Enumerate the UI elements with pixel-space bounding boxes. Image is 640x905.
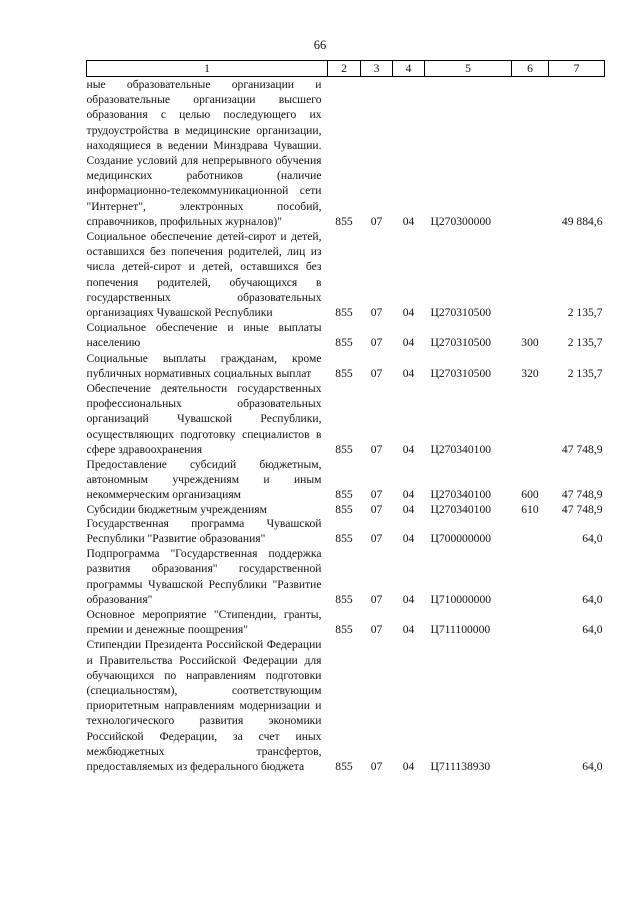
row-ministry-code: 855 xyxy=(335,592,353,606)
row-subsection-code: 04 xyxy=(402,488,415,502)
row-subsection-code: 04 xyxy=(402,306,415,320)
row-amount: 2 135,7 xyxy=(567,306,603,320)
row-ministry-code: 855 xyxy=(335,214,353,228)
row-ministry-code: 855 xyxy=(335,623,353,637)
row-amount: 64,0 xyxy=(582,531,603,545)
row-target-code: Ц270300000 xyxy=(430,214,492,228)
row-expense-type xyxy=(512,637,549,774)
row-section-code: 07 xyxy=(370,759,383,773)
row-target-code: Ц270310500 xyxy=(430,336,492,350)
row-target-code: Ц711100000 xyxy=(430,623,491,637)
row-expense-type xyxy=(512,77,549,230)
row-target-code: Ц270340100 xyxy=(430,442,492,456)
row-amount: 47 748,9 xyxy=(561,488,603,502)
table-row xyxy=(87,457,605,503)
row-amount: 64,0 xyxy=(582,623,603,637)
column-header: 4 xyxy=(393,61,425,77)
row-target-code: Ц700000000 xyxy=(430,531,492,545)
column-header: 5 xyxy=(425,61,512,77)
table-row xyxy=(87,351,605,381)
row-ministry-code: 855 xyxy=(335,442,353,456)
row-subsection-code: 04 xyxy=(402,442,415,456)
row-name: Социальное обеспечение и иные выплаты населению xyxy=(86,321,322,350)
row-amount: 2 135,7 xyxy=(567,336,603,350)
column-header: 1 xyxy=(87,61,328,77)
row-name: Государственная программа Чувашской Республики "Развитие образования" xyxy=(86,516,322,545)
row-amount: 2 135,7 xyxy=(567,366,603,380)
row-section-code: 07 xyxy=(370,442,383,456)
row-expense-type xyxy=(512,229,549,320)
row-name: Социальные выплаты гражданам, кроме публичных нормативных социальных выплат xyxy=(86,351,322,380)
table-row xyxy=(87,381,605,457)
row-name: ные образовательные организации и образовательные организации высшего образования с целью последующего их трудоустройства в медицинские организации, находящиеся в ведении Минздрава Чувашии. Создание условий для непрерывного обучения медицинских работников (наличие информационно-телекоммуникационной сети "Интернет", электронных пособий, справочников, профильных журналов)" xyxy=(86,78,322,228)
row-target-code: Ц270310500 xyxy=(430,306,492,320)
column-header: 7 xyxy=(549,61,605,77)
row-amount: 64,0 xyxy=(582,759,603,773)
column-header: 2 xyxy=(328,61,361,77)
column-header: 3 xyxy=(361,61,393,77)
table-row xyxy=(87,516,605,546)
table-row xyxy=(87,607,605,637)
row-expense-type xyxy=(512,546,549,607)
row-name: Социальное обеспечение детей-сирот и детей, оставшихся без попечения родителей, лиц из числа детей-сирот и детей, оставшихся без попечения родителей, обучающихся в государственных образовательных организациях Чувашской Республики xyxy=(86,230,322,320)
row-name: Стипендии Президента Российской Федерации и Правительства Российской Федерации для обучающихся по направлениям подготовки (специальностям), соответствующим приоритетным направлениям модернизации и технологического развития экономики Российской Федерации, за счет иных межбюджетных трансфертов, предоставляемых из федерального бюджета xyxy=(86,638,322,773)
table-row xyxy=(87,320,605,350)
row-expense-type: 600 xyxy=(521,488,539,502)
row-expense-type: 320 xyxy=(521,366,539,380)
row-section-code: 07 xyxy=(370,488,383,502)
row-ministry-code: 855 xyxy=(335,759,353,773)
row-section-code: 07 xyxy=(370,592,383,606)
row-amount: 64,0 xyxy=(582,592,603,606)
table-row xyxy=(87,229,605,320)
row-subsection-code: 04 xyxy=(402,336,415,350)
row-subsection-code: 04 xyxy=(402,214,415,228)
row-expense-type: 300 xyxy=(521,336,539,350)
row-ministry-code: 855 xyxy=(335,488,353,502)
row-section-code: 07 xyxy=(370,306,383,320)
row-ministry-code: 855 xyxy=(335,306,353,320)
page-number: 66 xyxy=(313,38,327,52)
row-ministry-code: 855 xyxy=(335,336,353,350)
row-name: Предоставление субсидий бюджетным, автономным учреждениям и иным некоммерческим организациям xyxy=(86,458,322,502)
row-ministry-code: 855 xyxy=(335,531,353,545)
table-header-row xyxy=(87,61,605,77)
row-target-code: Ц711138930 xyxy=(430,759,491,773)
column-header: 6 xyxy=(512,61,549,77)
table-row xyxy=(87,637,605,774)
row-subsection-code: 04 xyxy=(402,502,415,516)
row-expense-type xyxy=(512,607,549,637)
row-amount: 47 748,9 xyxy=(561,442,603,456)
row-target-code: Ц710000000 xyxy=(430,592,492,606)
row-ministry-code: 855 xyxy=(335,366,353,380)
row-section-code: 07 xyxy=(370,336,383,350)
row-subsection-code: 04 xyxy=(402,592,415,606)
row-name: Основное мероприятие "Стипендии, гранты, премии и денежные поощрения" xyxy=(86,607,322,637)
row-section-code: 07 xyxy=(370,214,383,228)
table-row xyxy=(87,546,605,607)
row-target-code: Ц270310500 xyxy=(430,366,492,380)
table-row xyxy=(87,77,605,230)
row-target-code: Ц270340100 xyxy=(430,488,492,502)
row-subsection-code: 04 xyxy=(402,759,415,773)
row-subsection-code: 04 xyxy=(402,531,415,545)
row-ministry-code: 855 xyxy=(335,502,353,516)
row-section-code: 07 xyxy=(370,531,383,545)
row-name: Субсидии бюджетным учреждениям xyxy=(86,502,267,516)
row-subsection-code: 04 xyxy=(402,366,415,380)
row-section-code: 07 xyxy=(370,502,383,516)
row-target-code: Ц270340100 xyxy=(430,502,492,516)
row-section-code: 07 xyxy=(370,366,383,380)
row-amount: 49 884,6 xyxy=(561,214,603,228)
row-name: Обеспечение деятельности государственных профессиональных образовательных организаций Чувашской Республики, осуществляющих подготовку специалистов в сфере здравоохранения xyxy=(86,382,322,456)
row-expense-type xyxy=(512,381,549,457)
row-amount: 47 748,9 xyxy=(561,502,603,516)
row-expense-type xyxy=(512,516,549,546)
row-section-code: 07 xyxy=(370,623,383,637)
table-row xyxy=(87,503,605,516)
row-subsection-code: 04 xyxy=(402,623,415,637)
budget-table xyxy=(86,60,605,774)
row-expense-type: 610 xyxy=(521,502,539,516)
row-name: Подпрограмма "Государственная поддержка развития образования" государственной программы Чувашской Республики "Развитие образования" xyxy=(86,547,322,606)
